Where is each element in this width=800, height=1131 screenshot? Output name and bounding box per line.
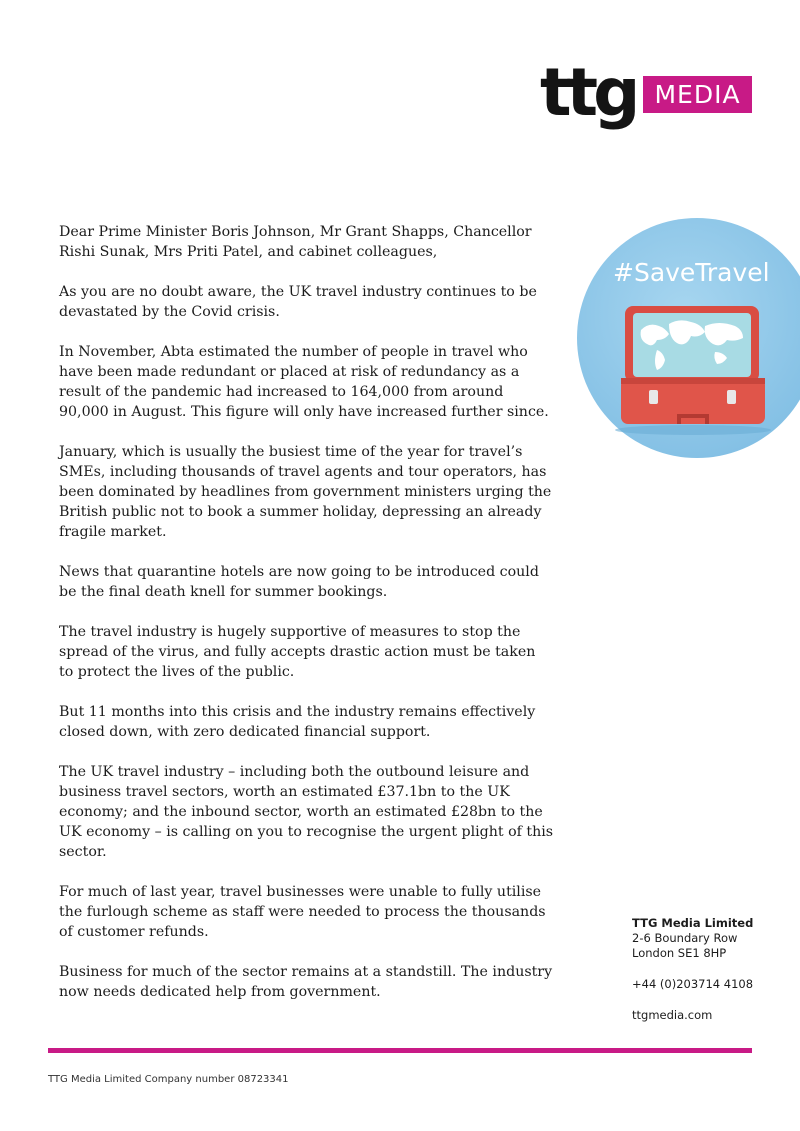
letter-paragraph: News that quarantine hotels are now going to be introduced could be the final death knell for summer bookings.	[59, 564, 539, 600]
letter-salutation: Dear Prime Minister Boris Johnson, Mr Grant Shapps, Chancellor Rishi Sunak, Mrs Priti Patel, and cabinet colleagues,	[59, 224, 532, 260]
letter-paragraph: The UK travel industry – including both the outbound leisure and business travel sectors, worth an estimated £37.1bn to the UK economy; and the inbound sector, worth an estimated £28bn to the UK economy – is calling on you to recognise the urgent plight of this sector.	[59, 764, 554, 860]
letter-paragraph: Business for much of the sector remains at a standstill. The industry now needs dedicated help from government.	[59, 964, 553, 1000]
footer-divider	[48, 1048, 752, 1053]
suitcase-world-map-icon	[577, 218, 800, 458]
save-travel-hashtag: #SaveTravel	[613, 258, 770, 287]
company-registration: TTG Media Limited Company number 08723341	[48, 1074, 289, 1085]
letter-paragraph: In November, Abta estimated the number of people in travel who have been made redundant or placed at risk of redundancy as a result of the pandemic had increased to 164,000 from around 90,000 in August. This figure will only have increased further since.	[59, 344, 549, 420]
address-line-2: London SE1 8HP	[632, 946, 727, 960]
letter-paragraph: The travel industry is hugely supportive of measures to stop the spread of the virus, and fully accepts drastic action must be taken to protect the lives of the public.	[59, 624, 536, 680]
company-details	[632, 916, 772, 1039]
company-website: ttgmedia.com	[632, 1008, 713, 1022]
company-phone: +44 (0)203714 4108	[632, 977, 754, 991]
letter-paragraph: January, which is usually the busiest time of the year for travel’s SMEs, including thousands of travel agents and tour operators, has been dominated by headlines from government ministers urging the British public not to book a summer holiday, depressing an already fragile market.	[59, 444, 552, 540]
logo-badge: MEDIA	[643, 76, 752, 113]
address-line-1: 2-6 Boundary Row	[632, 931, 738, 945]
logo-wordmark: ttg	[540, 54, 636, 131]
save-travel-graphic	[577, 218, 800, 458]
ttg-media-logo	[540, 54, 752, 148]
company-name: TTG Media Limited	[632, 916, 754, 930]
letter-body	[59, 222, 554, 1022]
letter-paragraph: For much of last year, travel businesses were unable to fully utilise the furlough scheme as staff were needed to process the thousands of customer refunds.	[59, 884, 546, 940]
letter-paragraph: But 11 months into this crisis and the industry remains effectively closed down, with zero dedicated financial support.	[59, 704, 536, 740]
letter-paragraph: As you are no doubt aware, the UK travel industry continues to be devastated by the Covid crisis.	[59, 284, 537, 320]
